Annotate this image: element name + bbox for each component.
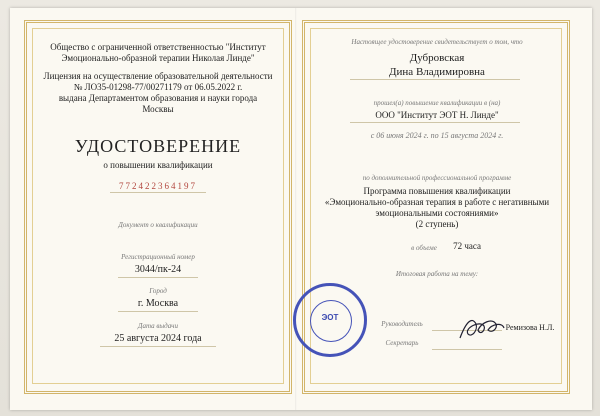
city-label: Город: [149, 287, 167, 295]
confirm-text: Настоящее удостоверение свидетельствует о том, что: [351, 38, 523, 46]
license-line-1: Лицензия на осуществление образовательной деятельности: [43, 71, 273, 81]
page-fold: [295, 8, 297, 410]
recipient-surname: Дубровская: [409, 52, 465, 64]
name-underline: [350, 79, 520, 80]
reg-number-label: Регистрационный номер: [121, 253, 195, 261]
period-text: с 06 июня 2024 г. по 15 августа 2024 г.: [370, 131, 504, 140]
secretary-sign-line: [432, 349, 502, 350]
head-label: Руководитель: [381, 320, 423, 328]
head-name: Ремизова Н.Л.: [505, 323, 555, 332]
date-underline: [100, 346, 216, 347]
passed-text: прошел(а) повышение квалификации в (на): [373, 99, 501, 107]
date-label: Дата выдачи: [138, 322, 178, 330]
final-work-label: Итоговая работа на тему:: [395, 270, 479, 278]
volume-label: в объеме: [411, 244, 437, 252]
certificate-number: 772422364197: [119, 181, 197, 191]
secretary-label: Секретарь: [385, 339, 419, 347]
program-line-4: (2 ступень): [415, 219, 459, 229]
org-line-1: Общество с ограниченной ответственностью "Институт: [50, 42, 266, 52]
official-stamp: [293, 283, 367, 357]
reg-underline: [118, 277, 198, 278]
city-underline: [118, 311, 198, 312]
program-line-2: «Эмоционально-образная терапия в работе с негативными: [324, 197, 550, 207]
date-value: 25 августа 2024 года: [114, 333, 202, 344]
program-label: по дополнительной профессиональной программе: [362, 174, 512, 182]
city-value: г. Москва: [137, 298, 179, 309]
certificate-subtitle: о повышении квалификации: [103, 160, 213, 170]
org-line-2: Эмоционально-образной терапии Николая Линде": [61, 53, 255, 63]
document-label: Документ о квалификации: [118, 221, 198, 229]
inst-underline: [350, 122, 520, 123]
number-underline: [110, 192, 206, 193]
certificate-title: УДОСТОВЕРЕНИЕ: [74, 136, 242, 156]
program-line-3: эмоциональными состояниями»: [375, 208, 499, 218]
institution-name: ООО "Институт ЭОТ Н. Линде": [375, 110, 499, 120]
license-line-2: № ЛО35-01298-77/00271179 от 06.05.2022 г.: [73, 82, 243, 92]
reg-number-value: 3044/пк-24: [134, 264, 182, 275]
program-line-1: Программа повышения квалификации: [363, 186, 511, 196]
signature-mark: [458, 312, 506, 344]
volume-value: 72 часа: [453, 241, 481, 251]
stamp-text: ЭОТ: [321, 313, 339, 322]
recipient-name: Дина Владимировна: [389, 66, 485, 78]
license-line-4: Москвы: [142, 104, 174, 114]
license-line-3: выдана Департаментом образования и науки города: [58, 93, 258, 103]
